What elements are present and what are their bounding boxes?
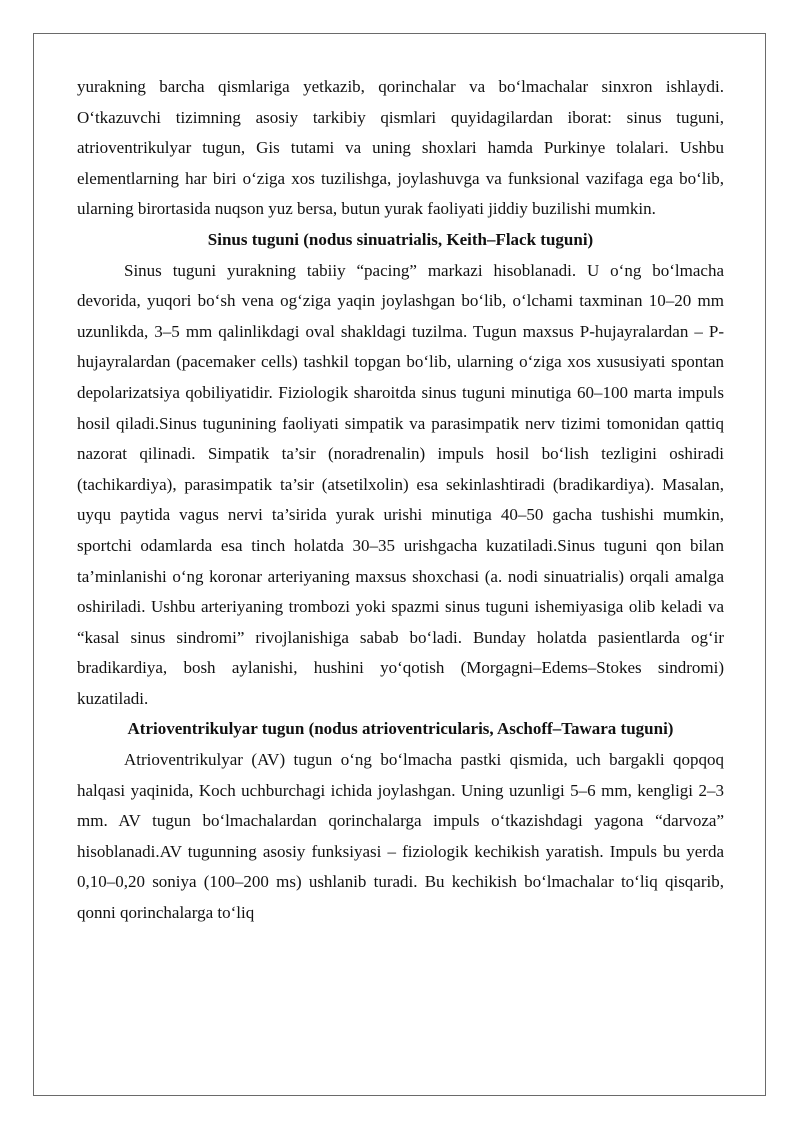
paragraph-sinus-node: Sinus tuguni yurakning tabiiy “pacing” markazi hisoblanadi. U o‘ng bo‘lmacha devorida, yuqori bo‘sh vena og‘ziga yaqin joylashgan bo‘lib, o‘lchami taxminan 10–20 mm uzunlikda, 3–5 mm qalinlikdagi oval shakldagi tuzilma. Tugun maxsus P-hujayralardan – P-hujayralardan (pacemaker cells) tashkil topgan bo‘lib, ularning o‘ziga xos xususiyati spontan depolarizatsiya qobiliyatidir. Fiziologik sharoitda sinus tuguni minutiga 60–100 marta impuls hosil qiladi.Sinus tugunining faoliyati simpatik va parasimpatik nerv tizimi tomonidan qattiq nazorat qilinadi. Simpatik ta’sir (noradrenalin) impuls hosil bo‘lish tezligini oshiradi (tachikardiya), parasimpatik ta’sir (atsetilxolin) esa sekinlashtiradi (bradikardiya). Masalan, uyqu paytida vagus nervi ta’sirida yurak urishi minutiga 40–50 gacha tushishi mumkin, sportchi odamlarda esa tinch holatda 30–35 urishgacha kuzatiladi.Sinus tuguni qon bilan ta’minlanishi o‘ng koronar arteriyaning maxsus shoxchasi (a. nodi sinuatrialis) orqali amalga oshiriladi. Ushbu arteriyaning trombozi yoki spazmi sinus tuguni ishemiyasiga olib keladi va “kasal sinus sindromi” rivojlanishiga sabab bo‘ladi. Bunday holatda pasientlarda og‘ir bradikardiya, bosh aylanishi, hushini yo‘qotish (Morgagni–Edems–Stokes sindromi) kuzatiladi.: [77, 260, 724, 708]
heading-av-node: Atrioventrikulyar tugun (nodus atrioventricularis, Aschoff–Tawara tuguni): [127, 719, 674, 739]
document-body: [77, 72, 724, 929]
paragraph-av-node: Atrioventrikulyar (AV) tugun o‘ng bo‘lmacha pastki qismida, uch bargakli qopqoq halqasi yaqinida, Koch uchburchagi ichida joylashgan. Uning uzunligi 5–6 mm, kengligi 2–3 mm. AV tugun bo‘lmachalardan qorinchalarga impuls o‘tkazishdagi yagona “darvoza” hisoblanadi.AV tugunning asosiy funksiyasi – fiziologik kechikish yaratish. Impuls bu yerda 0,10–0,20 soniya (100–200 ms) ushlanib turadi. Bu kechikish bo‘lmachalar to‘liq qisqarib, qonni qorinchalarga to‘liq: [77, 750, 724, 923]
heading-sinus-node: Sinus tuguni (nodus sinuatrialis, Keith–Flack tuguni): [207, 229, 594, 249]
paragraph-intro: yurakning barcha qismlariga yetkazib, qorinchalar va bo‘lmachalar sinxron ishlaydi. O‘tkazuvchi tizimning asosiy tarkibiy qismlari quyidagilardan iborat: sinus tuguni, atrioventrikulyar tugun, Gis tutami va uning shoxlari hamda Purkinye tolalari. Ushbu elementlarning har biri o‘ziga xos tuzilishga, joylashuvga va funksional vazifaga ega bo‘lib, ularning birortasida nuqson yuz bersa, butun yurak faoliyati jiddiy buzilishi mumkin.: [77, 77, 724, 219]
